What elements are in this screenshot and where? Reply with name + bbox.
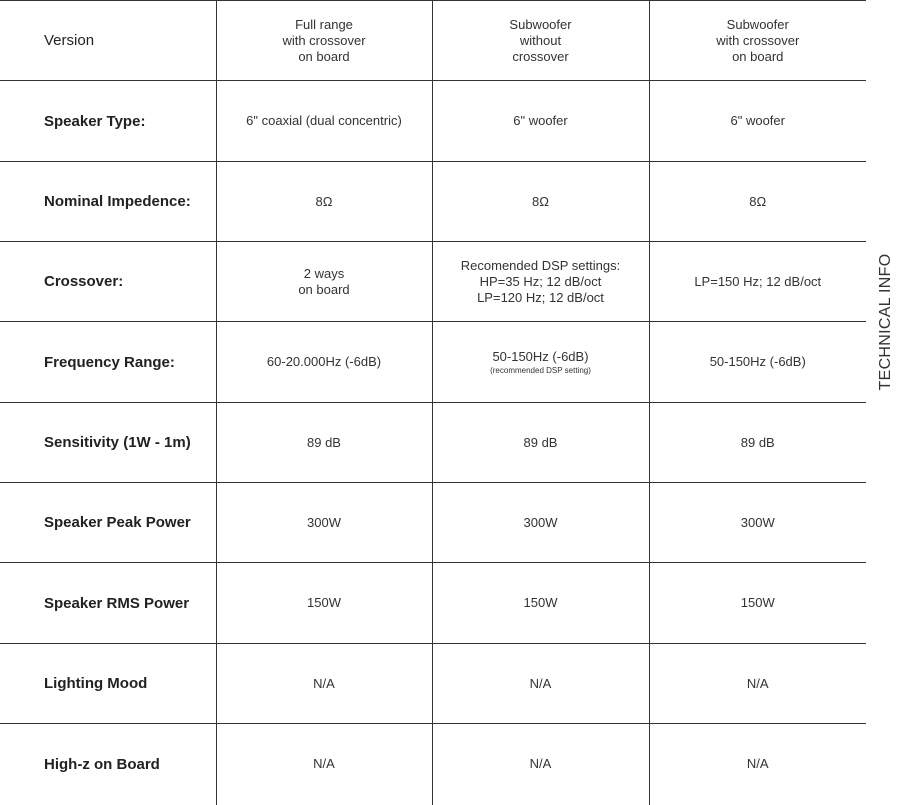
row-label: Frequency Range: [0, 322, 216, 403]
lighting-sub-with-xover: N/A [649, 644, 866, 724]
speaker-type-sub-with-xover: 6" woofer [649, 81, 866, 162]
version-subwoofer-no-crossover: Subwoofer without crossover [432, 1, 649, 81]
rms-power-row [0, 563, 866, 644]
row-label: Speaker Peak Power [0, 483, 216, 563]
high-z-full-range: N/A [216, 724, 432, 805]
impedance-sub-no-xover: 8Ω [432, 162, 649, 242]
high-z-sub-with-xover: N/A [746, 756, 769, 772]
rms-power-sub-no-xover: 150W [432, 563, 649, 644]
sensitivity-full-range: 89 dB [216, 403, 432, 483]
crossover-sub-with-xover: LP=150 Hz; 12 dB/oct [649, 242, 866, 322]
row-label: Crossover: [0, 242, 216, 322]
row-label: High-z on Board [0, 724, 216, 805]
sensitivity-row [0, 403, 866, 483]
row-label: Speaker RMS Power [0, 563, 216, 644]
rms-power-full-range: 150W [216, 563, 432, 644]
sensitivity-sub-with-xover: 89 dB [649, 403, 866, 483]
lighting-full-range: N/A [216, 644, 432, 724]
side-title: TECHNICAL INFO [877, 253, 894, 391]
version-subwoofer-with-crossover: Subwoofer with crossover on board [649, 1, 866, 81]
high-z-row [0, 724, 866, 805]
high-z-sub-no-xover: N/A [432, 724, 649, 805]
frequency-sub-no-xover: 50-150Hz (-6dB) (recommended DSP setting) [432, 322, 649, 403]
rms-power-sub-with-xover: 150W [649, 563, 866, 644]
row-label: Nominal Impedence: [0, 162, 216, 242]
row-label: Speaker Type: [0, 81, 216, 162]
impedance-row [0, 162, 866, 242]
dsp-note: (recommended DSP setting) [490, 365, 591, 375]
speaker-type-row [0, 81, 866, 162]
peak-power-full-range: 300W [216, 483, 432, 563]
peak-power-row [0, 483, 866, 563]
crossover-full-range: 2 ways on board [216, 242, 432, 322]
speaker-type-sub-no-xover: 6" woofer [432, 81, 649, 162]
row-label: Lighting Mood [0, 644, 216, 724]
peak-power-sub-with-xover: 300W [649, 483, 866, 563]
lighting-sub-no-xover: N/A [432, 644, 649, 724]
frequency-row [0, 322, 866, 403]
impedance-sub-with-xover: 8Ω [649, 162, 866, 242]
header-row [0, 1, 866, 81]
sensitivity-sub-no-xover: 89 dB [432, 403, 649, 483]
lighting-mood-row [0, 644, 866, 724]
peak-power-sub-no-xover: 300W [432, 483, 649, 563]
row-label: Sensitivity (1W - 1m) [0, 403, 216, 483]
version-label: Version [0, 1, 216, 81]
crossover-sub-no-xover: Recomended DSP settings: HP=35 Hz; 12 dB/oct LP=120 Hz; 12 dB/oct [432, 242, 649, 322]
frequency-sub-with-xover: 50-150Hz (-6dB) [649, 322, 866, 403]
speaker-type-full-range: 6" coaxial (dual concentric) [216, 81, 432, 162]
impedance-full-range: 8Ω [216, 162, 432, 242]
crossover-row [0, 242, 866, 322]
version-full-range: Full range with crossover on board [216, 1, 432, 81]
frequency-full-range: 60-20.000Hz (-6dB) [216, 322, 432, 403]
